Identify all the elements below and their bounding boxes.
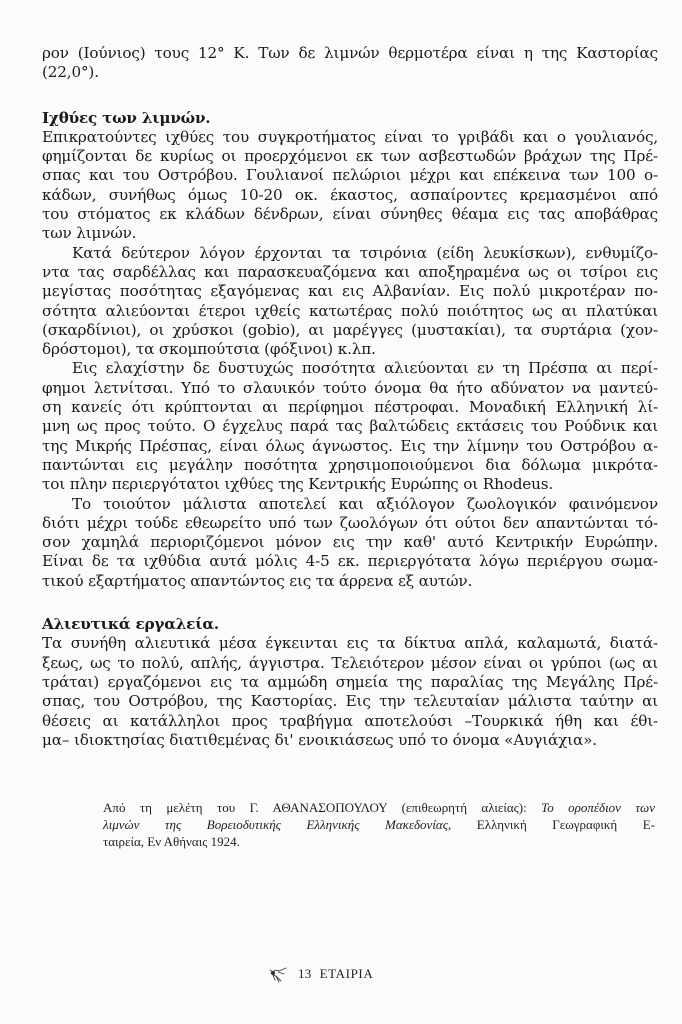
text-line: ση κανείς ότι κρύπτονται αι περίφημοι πέστροφαι. Μοναδική Ελληνική λί-	[42, 398, 658, 417]
text-line: διότι μέχρι τούδε εθεωρείτο υπό των ζωολόγων ότι ούτοι δεν απαντώνται τό-	[42, 513, 658, 532]
citation-line: ταιρεία, Εν Αθήναις 1924.	[103, 834, 240, 850]
section-fishing-gear	[42, 615, 658, 750]
text-line: φημοι λετνίτσαι. Υπό το σλαυικόν τούτο όνομα θα ήτο αδύνατον να μαντεύ-	[42, 378, 658, 397]
section-fish	[42, 109, 658, 591]
paragraph	[42, 495, 658, 591]
paragraph	[42, 244, 658, 360]
text-line: των λιμνών.	[42, 224, 137, 243]
text-line: Τα συνήθη αλιευτικά μέσα έγκεινται εις τα δίκτυα απλά, καλαμωτά, διατά-	[42, 634, 658, 653]
paragraph	[42, 128, 658, 244]
text-line: Εις ελαχίστην δε δυστυχώς ποσότητα αλιεύονται εν τη Πρέσπα αι περί-	[72, 359, 658, 378]
source-citation	[103, 799, 655, 851]
text-line: ντα τας σαρδέλλας και παρασκευαζόμενα και αποξηραμένα ως οι τσίροι εις	[42, 262, 658, 281]
section-heading: Ιχθύες των λιμνών.	[42, 108, 211, 127]
document-body	[42, 44, 658, 750]
text-line: θέσεις αι κατάλληλοι προς τραβήγμα αποτελούσι –Τουρκικά ήθη και έθι-	[42, 711, 658, 730]
text-line: (22,0°).	[42, 63, 99, 82]
citation-title: Το οροπέδιον των	[541, 800, 655, 815]
text-line: μνη ως προς τούτο. Ο έγχελυς παρά τας βαλτώδεις εκτάσεις του Ρούδνικ και	[42, 417, 658, 436]
text-line: μα– ιδιοκτησίας διατιθεμένας δι' ενοικιάσεως υπό το όνομα «Αυγιάχια».	[42, 730, 597, 749]
text-line: σότητα αλιεύονται έτεροι ιχθείς κατωτέρας πολύ ποιότητος ως αι πλατύκαι	[42, 301, 658, 320]
text-line: Επικρατούντες ιχθύες του συγκροτήματος είναι το γριβάδι και ο γουλιανός,	[42, 127, 658, 146]
text-line: ξεως, ως το πολύ, απλής, άγγιστρα. Τελειότερον μέσον είναι οι γρύποι (ως αι	[42, 653, 658, 672]
text-line: Κατά δεύτερον λόγον έρχονται τα τσιρόνια (είδη λευκίσκων), ενθυμίζο-	[72, 243, 658, 262]
text-line: ρον (Ιούνιος) τους 12° Κ. Των δε λιμνών θερμοτέρα είναι η της Καστορίας	[42, 44, 658, 62]
page-footer	[268, 964, 373, 984]
text-line: σπας και του Οστρόβου. Γουλιανοί πελώριοι μέχρι και επέκεινα των 100 ο-	[42, 166, 658, 185]
text-line: σπας, του Οστρόβου, της Καστορίας. Εις την τελευταίαν μάλιστα ταύτην αι	[42, 692, 658, 711]
citation-publisher: , Ελληνική Γεωγραφική Ε-	[448, 817, 655, 833]
text-line: κάδων, συνήθως όμως 10-20 οκ. έκαστος, ασπαίροντες κρεμασμένοι από	[42, 185, 658, 204]
citation-line	[103, 799, 655, 816]
citation-prefix: Από τη μελέτη του Γ. ΑΘΑΝΑΣΟΠΟΥΛΟΥ (επιθεωρητή αλιείας):	[103, 800, 542, 815]
text-line: τικού εξαρτήματος απαντώντος εις τα άρρενα εξ αυτών.	[42, 571, 473, 590]
section-heading: Αλιευτικά εργαλεία.	[42, 615, 219, 634]
text-line: της Μικρής Πρέσπας, είναι όλως άγνωστος. Εις την λίμνην του Οστρόβου α-	[42, 436, 658, 455]
text-line: (σκαρδίνιοι), οι χρύσκοι (gobio), αι μαρέγγες (μυστακίαι), τα συρτάρια (χον-	[42, 320, 658, 339]
text-line: δρόστομοι), τα σκομπούτσια (φόξινοι) κ.λπ.	[42, 340, 376, 359]
magazine-name: ΕΤΑΙΡΙΑ	[319, 966, 374, 981]
text-line: μεγίστας ποσότητας εξαγόμενας και εις Αλβανίαν. Εις πολύ μικροτέραν πο-	[42, 282, 658, 301]
page-number: 13	[298, 966, 312, 981]
text-line: φημίζονται δε κυρίως οι προερχόμενοι εκ των ασβεστωδών βράχων της Πρέ-	[42, 147, 658, 166]
text-line: του στόματος εκ κλάδων δένδρων, είναι σύνηθες θέαμα εις τας αποβάθρας	[42, 205, 658, 224]
text-line: Το τοιούτον μάλιστα αποτελεί και αξιόλογον ζωολογικόν φαινόμενον	[72, 494, 658, 513]
text-line: τοι πλην περιεργότατοι ιχθύες της Κεντρικής Ευρώπης οι Rhodeus.	[42, 475, 554, 494]
text-line: παντώνται εις μεγάλην ποσότητα χρησιμοποιούμενοι δια δόλωμα μικρότα-	[42, 455, 658, 474]
text-line: τράται) εργαζόμενοι εις τα αμμώδη σημεία της παραλίας της Μεγάλης Πρέ-	[42, 672, 658, 691]
intro-paragraph	[42, 44, 658, 83]
text-line: σον χαμηλά περιοριζόμενοι μόνον εις την καθ' αυτό Κεντρικήν Ευρώπην.	[42, 533, 658, 552]
text-line: Είναι δε τα ιχθύδια αυτά μόλις 4-5 εκ. περιεργότατα λόγω περιέργου σωμα-	[42, 552, 658, 571]
paragraph	[42, 359, 658, 494]
citation-title: λιμνών της Βορειοδυτικής Ελληνικής Μακεδονίας	[103, 817, 449, 833]
citation-line	[103, 816, 655, 833]
fish-sketch-icon	[268, 964, 290, 984]
